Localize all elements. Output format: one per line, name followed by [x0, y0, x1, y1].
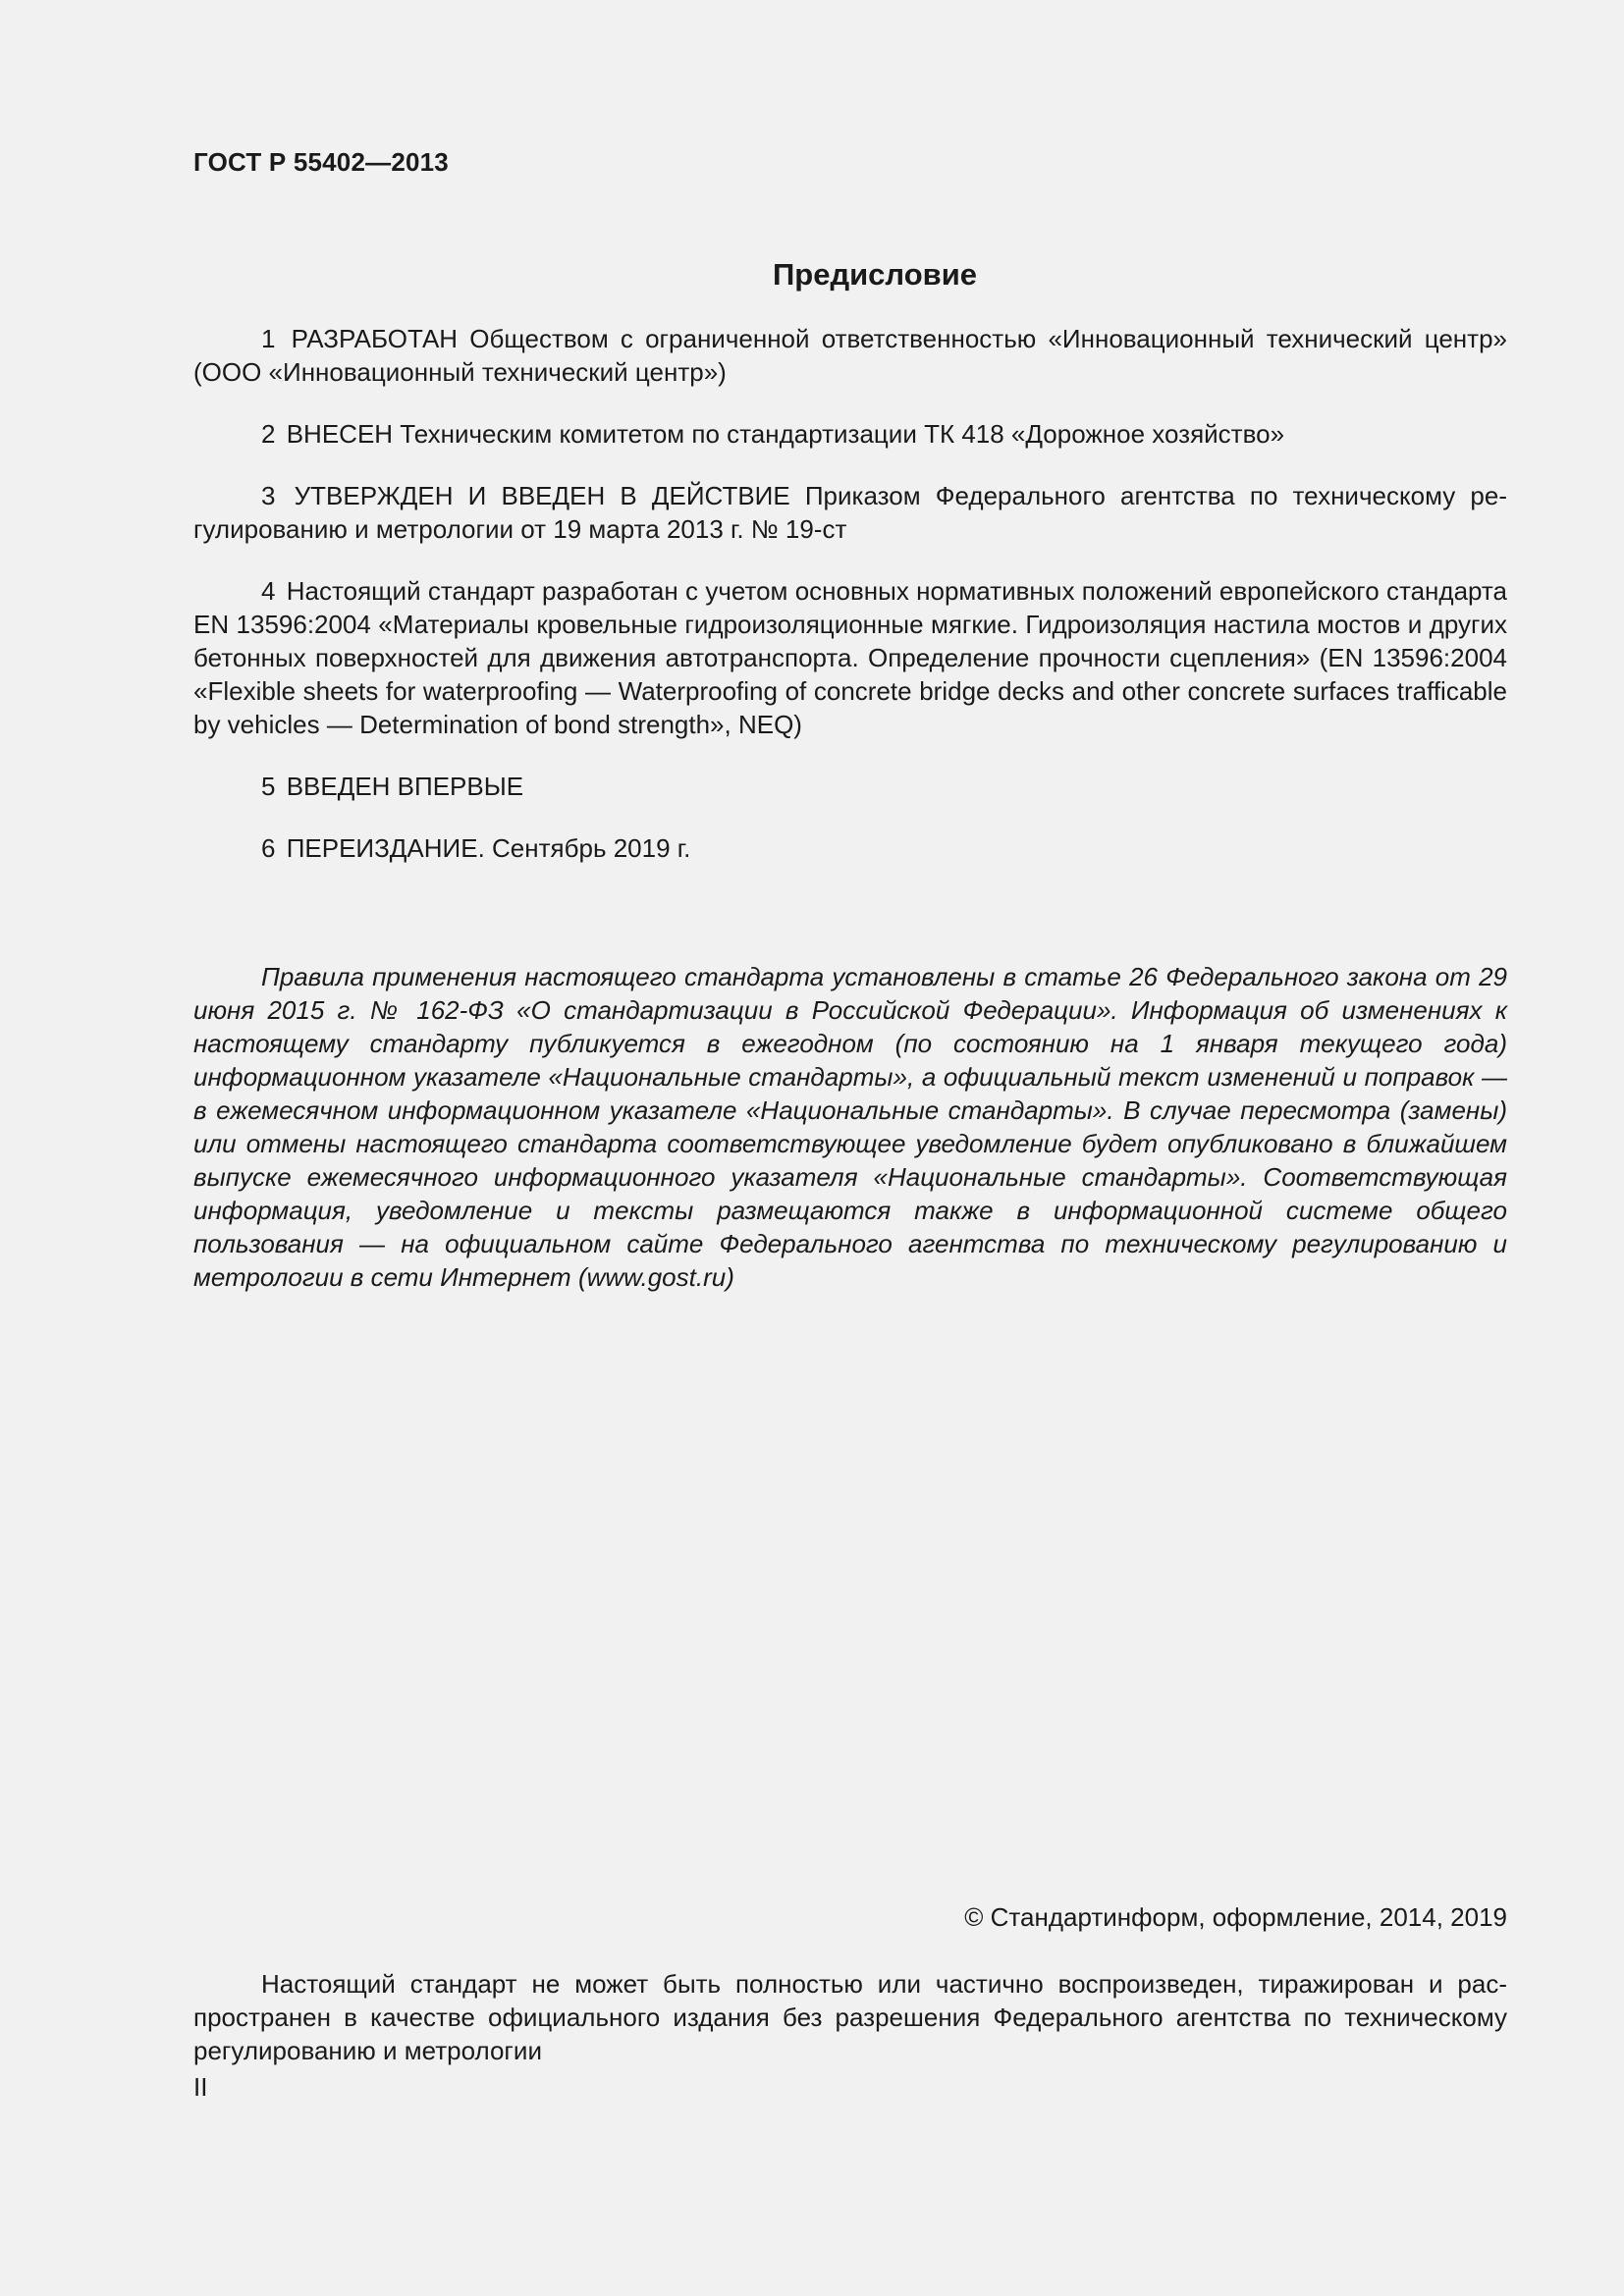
foreword-item-3	[193, 479, 1507, 546]
item-text: УТВЕРЖДЕН И ВВЕДЕН В ДЕЙСТВИЕ Приказом Федерального агентства по техническому регулированию и метрологии от 19 марта 2013 г. № 19-ст	[193, 481, 1507, 544]
foreword-item-4	[193, 574, 1507, 741]
foreword-item-2	[193, 417, 1507, 451]
foreword-item-6	[193, 831, 1507, 865]
reproduction-rights-notice: Настоящий стандарт не может быть полностью или частично воспроизведен, тиражирован и распространен в качестве официального издания без разрешения Федерального агентства по техническому регулированию и метрологии	[193, 1969, 1507, 2065]
application-rules-notice: Правила применения настоящего стандарта установлены в статье 26 Федерального закона от 29 июня 2015 г. № 162-ФЗ «О стандартизации в Российской Федерации». Информация об изменениях к настоящему стандарту публикуется в ежегодном (по состоянию на 1 января текущего года) информационном указателе «Национальные стандарты», а официальный текст изменений и поправок — в ежемесячном информационном указателе «Национальные стандарты». В случае пересмотра (замены) или отмены настоящего стандарта соответствующее уведомление будет опубликовано в ближайшем выпуске ежемесячного информационного указателя «Национальные стандарты». Соответствующая информация, уведомление и тексты размещаются также в информационной системе общего пользования — на официальном сайте Федерального агентства по техническому регулированию и метрологии в сети Интернет (www.gost.ru)	[193, 962, 1507, 1292]
item-number: 2	[261, 419, 276, 449]
item-text: ПЕРЕИЗДАНИЕ. Сентябрь 2019 г.	[286, 833, 691, 863]
item-number: 4	[261, 576, 276, 606]
document-code: ГОСТ Р 55402—2013	[193, 147, 449, 177]
item-number: 1	[261, 324, 276, 353]
page-number: II	[193, 2072, 208, 2102]
item-number: 5	[261, 772, 276, 801]
foreword-item-1	[193, 322, 1507, 389]
item-text: РАЗРАБОТАН Обществом с ограниченной ответственностью «Инновационный технический центр» (ООО «Инновационный технический центр»)	[193, 324, 1507, 387]
document-page	[193, 145, 1507, 1294]
copyright-line: © Стандартинформ, оформление, 2014, 2019	[964, 1902, 1507, 1932]
page-title: Предисловие	[772, 257, 977, 292]
item-text: ВВЕДЕН ВПЕРВЫЕ	[286, 772, 524, 801]
item-number: 3	[261, 481, 276, 510]
item-number: 6	[261, 833, 276, 863]
foreword-item-5	[193, 770, 1507, 803]
item-text: Настоящий стандарт разработан с учетом основных нормативных положений европейского стандарта EN 13596:2004 «Материалы кровельные гидроизоляционные мягкие. Гидроизоляция настила мостов и других бетонных поверхностей для движения автотранспорта. Определение прочности сцепления» (EN 13596:2004 «Flexible sheets for waterproofing — Waterproofing of concrete bridge decks and other concrete surfaces trafficable by vehicles — Determination of bond strength», NEQ)	[193, 576, 1507, 739]
item-text: ВНЕСЕН Техническим комитетом по стандартизации ТК 418 «Дорожное хозяйство»	[286, 419, 1285, 449]
